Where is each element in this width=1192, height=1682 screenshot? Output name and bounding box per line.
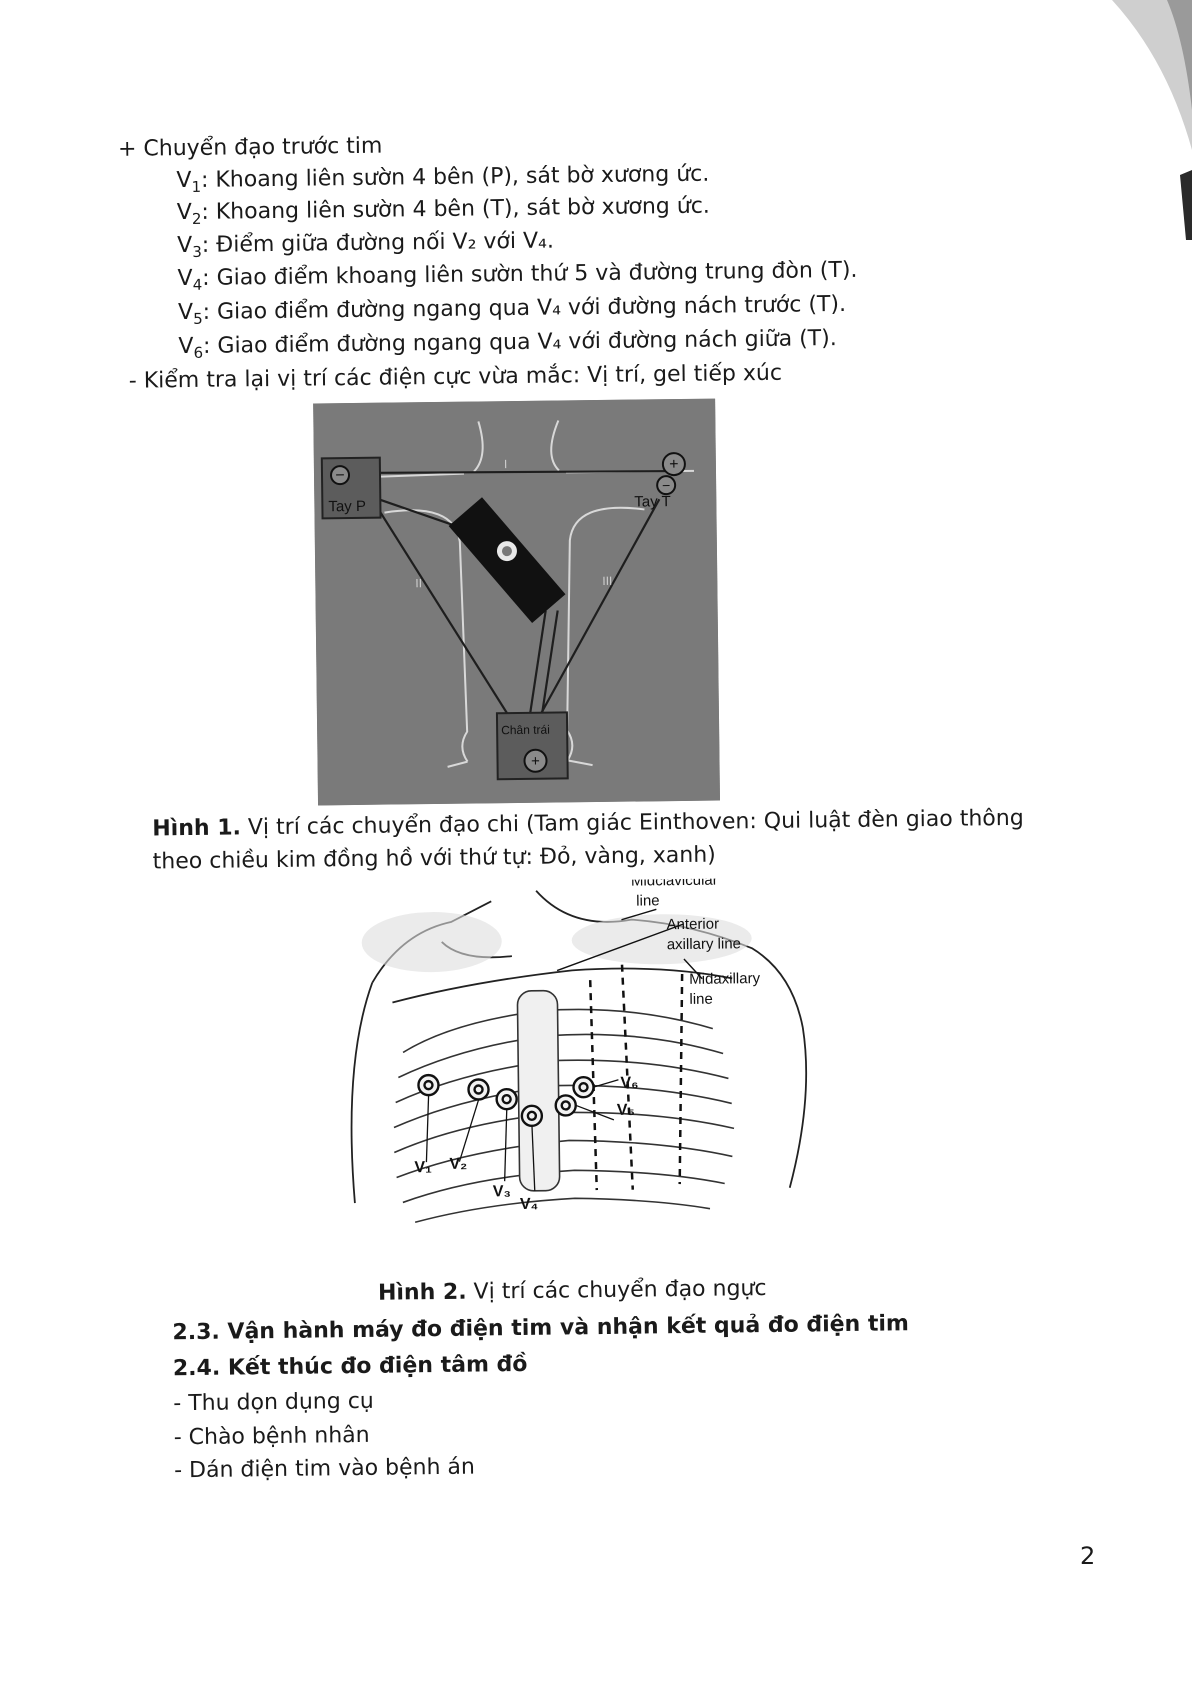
figure1-caption-text: Vị trí các chuyển đạo chi (Tam giác Einthoven: Qui luật đèn giao thông bbox=[240, 805, 1024, 841]
lead-subscript: 2 bbox=[191, 209, 202, 228]
v3-label: V₃ bbox=[492, 1183, 511, 1201]
lead-letter: V bbox=[176, 167, 192, 194]
figure2-caption-label: Hình 2. bbox=[377, 1279, 467, 1306]
list-item: - Dán điện tim vào bệnh án bbox=[174, 1454, 476, 1484]
figure2-caption-text: Vị trí các chuyển đạo ngực bbox=[466, 1276, 767, 1305]
lead-v6-line bbox=[178, 325, 837, 361]
lead-letter: V bbox=[176, 199, 193, 226]
v6-label: V₆ bbox=[620, 1074, 639, 1092]
lead-description: : Khoang liên sườn 4 bên (T), sát bờ xương ức. bbox=[201, 193, 710, 225]
v2-label: V₂ bbox=[449, 1155, 468, 1173]
figure-einthoven-triangle bbox=[313, 399, 720, 806]
lead-I-label: I bbox=[503, 457, 508, 472]
lead-v2-line bbox=[177, 193, 710, 228]
list-item: - Thu dọn dụng cụ bbox=[173, 1388, 374, 1417]
list-item: - Chào bệnh nhân bbox=[173, 1422, 370, 1451]
figure2-caption bbox=[378, 1275, 767, 1308]
figure1-caption-line1 bbox=[152, 805, 1024, 844]
lead-subscript: 3 bbox=[192, 242, 202, 261]
check-electrodes-text: - Kiểm tra lại vị trí các điện cực vừa mắc: Vị trí, gel tiếp xúc bbox=[128, 360, 783, 394]
section-2-3-heading: 2.3. Vận hành máy đo điện tim và nhận kết quả đo điện tim bbox=[172, 1311, 910, 1346]
lead-v5-line bbox=[178, 291, 846, 327]
lead-v4-line bbox=[177, 257, 857, 293]
lead-v3-line bbox=[177, 228, 554, 261]
lead-description: : Giao điểm khoang liên sườn thứ 5 và đường trung đòn (T). bbox=[202, 257, 858, 291]
lead-subscript: 6 bbox=[193, 343, 204, 362]
v4-label: V₄ bbox=[519, 1195, 539, 1214]
lead-letter: V bbox=[177, 299, 194, 326]
lead-subscript: 5 bbox=[193, 309, 203, 328]
lead-v1-line bbox=[176, 161, 709, 196]
midaxillary-label-1: Midaxillary bbox=[689, 970, 761, 988]
left-leg-label: Chân trái bbox=[501, 722, 550, 738]
anterior-axillary-label-2: axillary line bbox=[666, 935, 742, 954]
left-arm-label: Tay T bbox=[634, 493, 671, 511]
anterior-axillary-label-1: Anterior bbox=[666, 915, 720, 934]
precordial-heading: + Chuyển đạo trước tim bbox=[117, 133, 383, 162]
midaxillary-label-2: line bbox=[689, 990, 713, 1008]
v1-label: V₁ bbox=[414, 1159, 432, 1177]
lead-letter: V bbox=[178, 333, 194, 360]
lead-subscript: 1 bbox=[191, 177, 202, 196]
figure-chest-leads bbox=[331, 877, 816, 1263]
lead-II-label: II bbox=[415, 576, 423, 591]
minus-sign: − bbox=[661, 477, 671, 494]
page-number: 2 bbox=[1080, 1542, 1096, 1570]
lead-description: : Giao điểm đường ngang qua V₄ với đường nách giữa (T). bbox=[202, 326, 837, 359]
lead-description: : Điểm giữa đường nối V₂ với V₄. bbox=[201, 228, 555, 258]
figure1-caption-line2: theo chiều kim đồng hồ với thứ tự: Đỏ, vàng, xanh) bbox=[152, 842, 716, 875]
plus-sign: + bbox=[531, 752, 541, 770]
midclavicular-label-2: line bbox=[636, 892, 660, 910]
lead-III-label: III bbox=[602, 573, 613, 588]
midclavicular-label-1: Midclavicular bbox=[630, 877, 718, 890]
lead-description: : Giao điểm đường ngang qua V₄ với đường nách trước (T). bbox=[202, 291, 847, 325]
lead-subscript: 4 bbox=[192, 275, 203, 294]
figure1-caption-label: Hình 1. bbox=[152, 815, 242, 842]
minus-sign: − bbox=[335, 467, 345, 485]
lead-letter: V bbox=[177, 232, 193, 259]
lead-letter: V bbox=[177, 265, 193, 292]
lead-description: : Khoang liên sườn 4 bên (P), sát bờ xương ức. bbox=[200, 161, 710, 193]
right-arm-label: Tay P bbox=[328, 497, 367, 516]
v5-label: V₅ bbox=[616, 1101, 635, 1119]
section-2-4-heading: 2.4. Kết thúc đo điện tâm đồ bbox=[172, 1351, 528, 1382]
plus-sign: + bbox=[669, 456, 679, 474]
